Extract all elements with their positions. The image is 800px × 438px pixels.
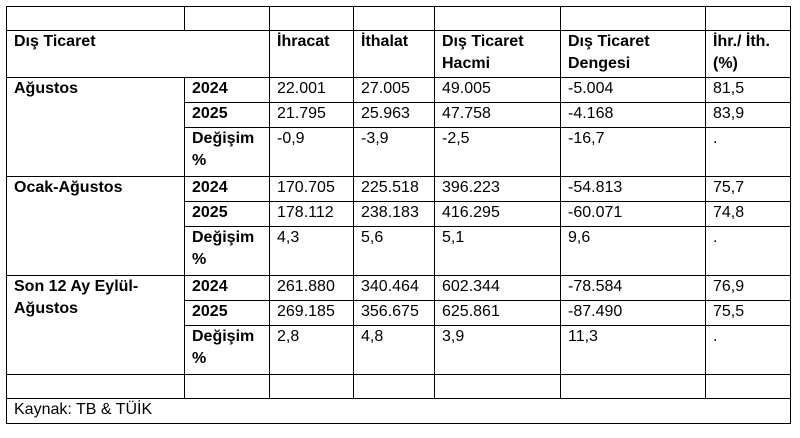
cell-exports: 269.185 <box>270 301 354 326</box>
table-source-row <box>7 399 791 424</box>
period-label: 2025 <box>185 202 270 227</box>
cell-ratio: . <box>706 128 791 177</box>
table-blank-row <box>7 375 791 399</box>
cell-exports: 2,8 <box>270 326 354 375</box>
cell-volume: 3,9 <box>435 326 561 375</box>
cell-balance: -78.584 <box>561 276 706 301</box>
cell-imports: -3,9 <box>354 128 435 177</box>
cell-balance: -4.168 <box>561 103 706 128</box>
table-title: Dış Ticaret <box>7 31 270 78</box>
group-label: Ocak-Ağustos <box>7 177 185 276</box>
cell-imports: 27.005 <box>354 78 435 103</box>
cell-balance: 11,3 <box>561 326 706 375</box>
cell-balance: -54.813 <box>561 177 706 202</box>
cell-imports: 4,8 <box>354 326 435 375</box>
cell-exports: 261.880 <box>270 276 354 301</box>
group-label: Son 12 Ay Eylül-Ağustos <box>7 276 185 375</box>
cell-balance: -16,7 <box>561 128 706 177</box>
col-header-coverage-ratio: İhr./ İth. (%) <box>706 31 791 78</box>
cell-exports: 4,3 <box>270 227 354 276</box>
period-label: 2025 <box>185 301 270 326</box>
cell-balance: 9,6 <box>561 227 706 276</box>
cell-exports: -0,9 <box>270 128 354 177</box>
cell-ratio: 74,8 <box>706 202 791 227</box>
cell-volume: 396.223 <box>435 177 561 202</box>
cell-exports: 22.001 <box>270 78 354 103</box>
table-header-row <box>7 31 791 78</box>
cell-imports: 356.675 <box>354 301 435 326</box>
cell-exports: 21.795 <box>270 103 354 128</box>
cell-imports: 5,6 <box>354 227 435 276</box>
period-label: Değişim % <box>185 227 270 276</box>
col-header-trade-volume: Dış Ticaret Hacmi <box>435 31 561 78</box>
cell-ratio: 81,5 <box>706 78 791 103</box>
period-label: Değişim % <box>185 128 270 177</box>
cell-volume: 602.344 <box>435 276 561 301</box>
cell-imports: 25.963 <box>354 103 435 128</box>
cell-ratio: . <box>706 326 791 375</box>
cell-exports: 170.705 <box>270 177 354 202</box>
cell-volume: 49.005 <box>435 78 561 103</box>
source-note: Kaynak: TB & TÜİK <box>7 399 791 424</box>
cell-volume: 625.861 <box>435 301 561 326</box>
cell-ratio: 83,9 <box>706 103 791 128</box>
cell-balance: -87.490 <box>561 301 706 326</box>
period-label: 2024 <box>185 78 270 103</box>
cell-exports: 178.112 <box>270 202 354 227</box>
period-label: 2024 <box>185 276 270 301</box>
cell-ratio: . <box>706 227 791 276</box>
group-label: Ağustos <box>7 78 185 177</box>
cell-imports: 340.464 <box>354 276 435 301</box>
cell-ratio: 75,7 <box>706 177 791 202</box>
cell-volume: 47.758 <box>435 103 561 128</box>
col-header-trade-balance: Dış Ticaret Dengesi <box>561 31 706 78</box>
trade-table <box>6 6 791 424</box>
cell-imports: 225.518 <box>354 177 435 202</box>
table-blank-row <box>7 7 791 31</box>
cell-ratio: 75,5 <box>706 301 791 326</box>
cell-volume: -2,5 <box>435 128 561 177</box>
cell-balance: -60.071 <box>561 202 706 227</box>
cell-balance: -5.004 <box>561 78 706 103</box>
period-label: 2024 <box>185 177 270 202</box>
cell-volume: 5,1 <box>435 227 561 276</box>
cell-ratio: 76,9 <box>706 276 791 301</box>
cell-imports: 238.183 <box>354 202 435 227</box>
table-row <box>7 177 791 202</box>
col-header-imports: İthalat <box>354 31 435 78</box>
period-label: 2025 <box>185 103 270 128</box>
col-header-exports: İhracat <box>270 31 354 78</box>
period-label: Değişim % <box>185 326 270 375</box>
cell-volume: 416.295 <box>435 202 561 227</box>
table-row <box>7 276 791 301</box>
table-row <box>7 78 791 103</box>
